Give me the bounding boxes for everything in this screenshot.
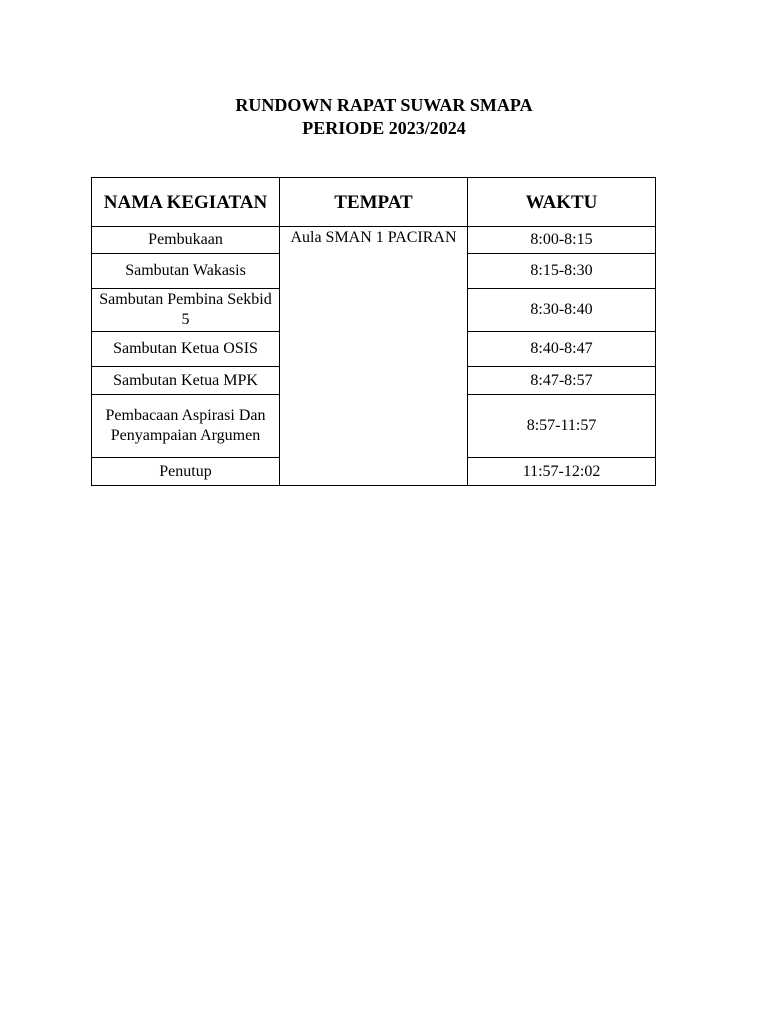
activity-cell: Sambutan Wakasis [92,254,280,289]
header-activity: NAMA KEGIATAN [92,178,280,227]
rundown-table [91,177,656,486]
time-cell: 8:57-11:57 [468,395,656,458]
time-cell: 8:30-8:40 [468,289,656,332]
activity-cell: Pembacaan Aspirasi Dan Penyampaian Argumen [92,395,280,458]
header-place: TEMPAT [280,178,468,227]
time-cell: 11:57-12:02 [468,458,656,486]
activity-cell: Penutup [92,458,280,486]
title-line-2: PERIODE 2023/2024 [302,118,466,138]
table-row [92,227,656,254]
place-cell: Aula SMAN 1 PACIRAN [280,227,468,486]
header-time: WAKTU [468,178,656,227]
time-cell: 8:40-8:47 [468,332,656,367]
time-cell: 8:15-8:30 [468,254,656,289]
activity-cell: Sambutan Ketua OSIS [92,332,280,367]
activity-cell: Sambutan Ketua MPK [92,367,280,395]
document-title [0,94,768,140]
title-line-1: RUNDOWN RAPAT SUWAR SMAPA [235,95,533,115]
activity-cell: Pembukaan [92,227,280,254]
activity-cell: Sambutan Pembina Sekbid 5 [92,289,280,332]
time-cell: 8:47-8:57 [468,367,656,395]
time-cell: 8:00-8:15 [468,227,656,254]
table-header-row [92,178,656,227]
